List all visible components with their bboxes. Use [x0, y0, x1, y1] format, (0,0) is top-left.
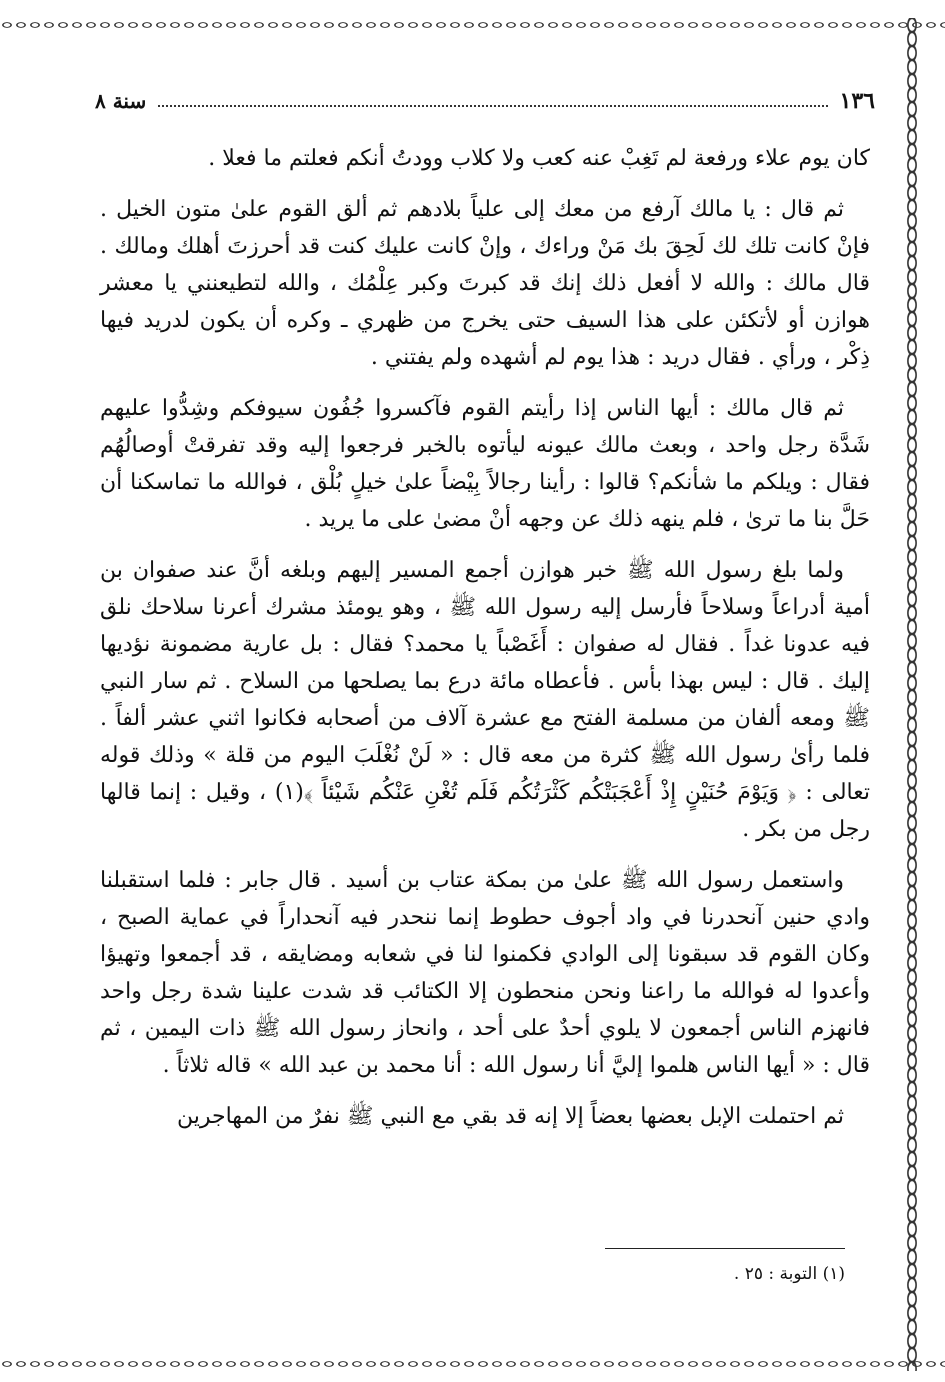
paragraph: ثم قال مالك : أيها الناس إذا رأيتم القوم فآكسروا جُفُون سيوفكم وشِدُّوا عليهم شَدَّة رجل واحد ، وبعث مالك عيونه ليأتوه بالخبر فرجعوا إليه وقد تفرقتْ أوصالُهُم فقال : ويلكم ما شأنكم؟ قالوا : رأينا رجالاً بِيْضاً علىٰ خيلٍ بُلْق ، فوالله ما تماسكنا أن حَلَّ بنا ما ترىٰ ، فلم ينهه ذلك عن وجهه أنْ مضىٰ على ما يريد .: [100, 396, 870, 532]
ornamental-border-top: [0, 18, 945, 32]
year-label: سنة ٨: [95, 89, 147, 113]
paragraph: ثم احتملت الإبل بعضها بعضاً إلا إنه قد بقي مع النبي ﷺ نفرٌ من المهاجرين: [177, 1104, 844, 1129]
header-dotted-rule: [158, 105, 827, 107]
paragraph: واستعمل رسول الله ﷺ علىٰ من بمكة عتاب بن أسيد . قال جابر : فلما استقبلنا وادي حنين آنحدرنا في واد أجوف حطوط إنما ننحدر فيه آنحداراً في عماية الصبح ، وكان القوم قد سبقونا إلى الوادي فكمنوا لنا في شعابه ومضايقه ، قد أجمعوا وتهيؤا وأعدوا له فوالله ما راعنا ونحن منحطون إلا الكتائب قد شدت علينا شدة رجل واحد فانهزم الناس أجمعون لا يلوي أحدٌ على أحد ، وانحاز رسول الله ﷺ ذات اليمين ، ثم قال : « أيها الناس هلموا إليَّ أنا رسول الله : أنا محمد بن عبد الله » قاله ثلاثاً .: [100, 868, 870, 1078]
paragraph: كان يوم علاء ورفعة لم تَغِبْ عنه كعب ولا كلاب وودتُ أنكم فعلتم ما فعلا .: [208, 146, 870, 171]
paragraph: ثم قال : يا مالك آرفع من معك إلى علياً بلادهم ثم ألق القوم علىٰ متون الخيل . فإنْ كانت تلك لك لَحِقَ بك مَنْ وراءك ، وإنْ كانت عليك كنت قد أحرزتَ أهلك ومالك . قال مالك : والله لا أفعل ذلك إنك قد كبرتَ وكبر عِلْمُك ، والله لتطيعنني يا معشر هوازن أو لأتكئن على هذا السيف حتى يخرج من ظهري ـ وكره أن يكون لدريد فيها ذِكْر ، ورأي . فقال دريد : هذا يوم لم أشهده ولم يفتني .: [100, 197, 870, 370]
ornamental-border-right: [905, 18, 919, 1371]
main-text: [100, 140, 870, 1149]
footnote-separator: [605, 1248, 845, 1249]
paragraph: ولما بلغ رسول الله ﷺ خبر هوازن أجمع المسير إليهم وبلغه أنَّ عند صفوان بن أمية أدراعاً وسلاحاً فأرسل إليه رسول الله ﷺ ، وهو يومئذ مشرك أعرنا سلاحك نلق فيه عدونا غداً . فقال له صفوان : أَغَصْباً يا محمد؟ فقال : بل عارية مضمونة نؤديها إليك . قال : ليس بهذا بأس . فأعطاه مائة درع بما يصلحها من السلاح . ثم سار النبي ﷺ ومعه ألفان من مسلمة الفتح مع عشرة آلاف من أصحابه فكانوا اثني عشر ألفاً . فلما رأىٰ رسول الله ﷺ كثرة من معه قال : « لَنْ نُغْلَبَ اليوم من قلة » وذلك قوله تعالى : ﴿ وَيَوْمَ حُنَيْنٍ إِذْ أَعْجَبَتْكُم كَثْرَتُكُم فَلَم تُغْنِ عَنْكُم شَيْئاً ﴾(١) ، وقيل : إنما قالها رجل من بكر .: [100, 558, 870, 842]
ornamental-border-bottom: [0, 1357, 945, 1371]
page-number: ١٣٦: [839, 88, 875, 114]
footnote: (١) التوبة : ٢٥ .: [733, 1264, 845, 1284]
running-header: [95, 86, 875, 116]
